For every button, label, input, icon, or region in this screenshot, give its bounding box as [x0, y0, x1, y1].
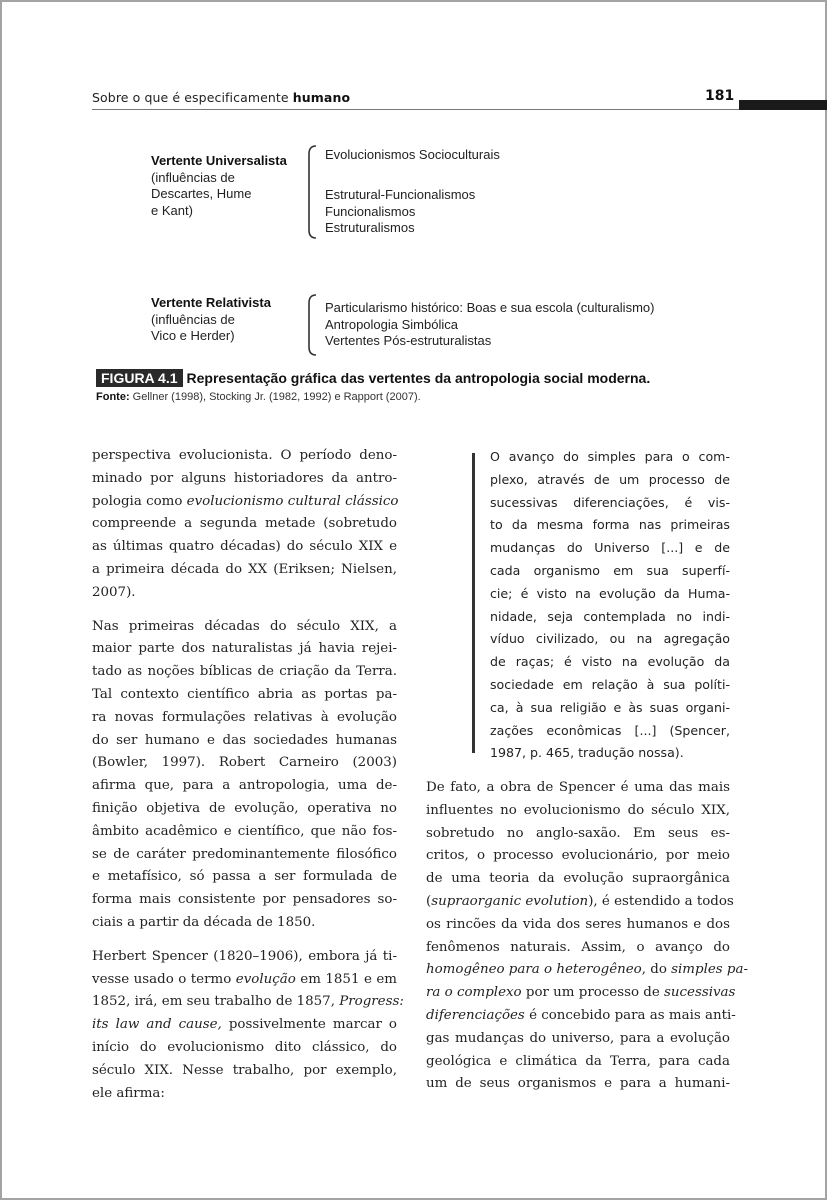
figure-source — [96, 391, 421, 403]
figure-item: Antropologia Simbólica — [325, 316, 458, 332]
running-head — [92, 90, 350, 105]
text-line: pologia como evolucionismo cultural clássico — [92, 493, 399, 509]
text-line: início do evolucionismo dito clássico, do — [92, 1039, 397, 1055]
text-line: 1852, irá, em seu trabalho de 1857, Progress: — [92, 994, 404, 1010]
text-line: 2007). — [92, 584, 136, 600]
text-line: âmbito acadêmico e científico, que não fos- — [92, 823, 397, 839]
group-subtitle-line: Vico e Herder) — [151, 328, 235, 343]
right-text-column — [426, 777, 748, 1096]
figure-item-spacer — [325, 164, 500, 181]
figure-item: Funcionalismos — [325, 203, 416, 219]
text-line: tado as noções bíblicas de criação da Terra. — [92, 664, 397, 680]
text-line: víduo civilizado, ou na agregação — [490, 631, 730, 647]
paragraph — [92, 946, 404, 1106]
brace-bracket-icon — [304, 293, 318, 357]
blockquote-bar — [472, 453, 475, 753]
text-line: ra o complexo por um processo de sucessivas — [426, 985, 736, 1001]
text-line: vesse usado o termo evolução em 1851 e em — [92, 971, 397, 987]
figure-item: Vertentes Pós-estruturalistas — [325, 333, 492, 348]
text-line: maior parte dos naturalistas já havia rejei- — [92, 641, 397, 657]
text-line: minado por alguns historiadores da antro- — [92, 470, 397, 486]
source-text: Gellner (1998), Stocking Jr. (1982, 1992) e Rapport (2007). — [129, 391, 421, 403]
paragraph — [426, 777, 748, 1096]
text-line: ciais a partir da década de 1850. — [92, 914, 316, 930]
text-line: de uma teoria da evolução supraorgânica — [426, 871, 730, 887]
text-line: compreende a segunda metade (sobretudo — [92, 516, 397, 532]
text-line: Herbert Spencer (1820–1906), embora já ti- — [92, 948, 397, 964]
figure-item: Estruturalismos — [325, 220, 415, 235]
text-line: afirma que, para a antropologia, uma de- — [92, 778, 397, 794]
text-line: sobretudo no anglo-saxão. Em seus es- — [426, 825, 730, 841]
text-line: to da mesma forma nas primeiras — [490, 517, 730, 533]
text-line: 1987, p. 465, tradução nossa). — [490, 745, 684, 761]
text-line: influentes no evolucionismo do século XIX, — [426, 802, 730, 818]
figure-group-universalista-items — [325, 147, 500, 237]
group-title: Vertente Relativista — [151, 295, 271, 310]
figure-group-relativista-items — [325, 300, 654, 350]
group-subtitle-line: (influências de — [151, 311, 235, 327]
text-line: (supraorganic evolution), é estendido a todos — [426, 893, 734, 909]
text-line: its law and cause, possivelmente marcar o — [92, 1017, 397, 1033]
text-line: ele afirma: — [92, 1085, 165, 1101]
text-line: homogêneo para o heterogêneo, do simples pa- — [426, 962, 748, 978]
text-line: os rincões da vida dos seres humanos e dos — [426, 916, 730, 932]
text-line: do ser humano e das sociedades humanas — [92, 732, 397, 748]
text-line: século XIX. Nesse trabalho, por exemplo, — [92, 1062, 397, 1078]
text-line: perspectiva evolucionista. O período deno- — [92, 448, 397, 463]
text-line: Tal contexto científico abria as portas pa- — [92, 686, 397, 702]
running-head-prefix: Sobre o que é especificamente — [92, 90, 293, 105]
group-subtitle-line: e Kant) — [151, 202, 193, 218]
header-bar — [739, 100, 827, 110]
text-line: mudanças do Universo [...] e de — [490, 540, 730, 556]
running-head-bold: humano — [292, 90, 351, 105]
text-line: plexo, através de um processo de — [490, 471, 730, 487]
figure-caption — [96, 370, 650, 386]
figure-item: Estrutural-Funcionalismos — [325, 187, 476, 202]
group-title: Vertente Universalista — [151, 153, 287, 168]
paragraph — [92, 445, 397, 605]
text-line: sucessivas diferenciações, é vis- — [490, 494, 730, 510]
figure-tag: FIGURA 4.1 — [96, 369, 183, 387]
figure-group-relativista-label — [151, 295, 271, 345]
text-line: zações econômicas [...] (Spencer, — [490, 722, 730, 738]
left-text-column — [92, 445, 404, 1105]
text-line: diferenciações é concebido para as mais anti- — [426, 1007, 736, 1023]
source-label: Fonte: — [96, 391, 130, 403]
figure-group-universalista-label — [151, 153, 287, 219]
header-rule — [92, 109, 739, 110]
text-line: sociedade em relação à sua políti- — [490, 676, 730, 692]
text-line: forma mais consistente por pensadores so- — [92, 892, 397, 908]
text-line: Nas primeiras décadas do século XIX, a — [92, 618, 397, 634]
text-line: gas mudanças do universo, para a evolução — [426, 1030, 730, 1046]
text-line: finição objetiva de evolução, operativa no — [92, 800, 397, 816]
text-line: as últimas quatro décadas) do século XIX e — [92, 539, 397, 555]
text-line: fenômenos naturais. Assim, o avanço do — [426, 939, 730, 955]
figure-item: Evolucionismos Socioculturais — [325, 147, 500, 162]
text-line: ca, à sua religião e às suas organi- — [490, 699, 730, 715]
text-line: critos, o processo evolucionário, por meio — [426, 848, 730, 864]
brace-bracket-icon — [304, 144, 318, 240]
text-line: a primeira década do XX (Eriksen; Nielsen, — [92, 561, 397, 577]
spencer-blockquote — [490, 446, 730, 765]
text-line: e metafísico, só passa a ser formulada de — [92, 869, 397, 885]
text-line: de raças; é visto na evolução da — [490, 654, 730, 670]
text-line: geológica e climática da Terra, para cada — [426, 1053, 730, 1069]
text-line: (Bowler, 1997). Robert Carneiro (2003) — [92, 755, 397, 771]
text-line: De fato, a obra de Spencer é uma das mais — [426, 780, 730, 795]
page-number: 181 — [705, 88, 735, 104]
text-line: ra novas formulações relativas à evolução — [92, 709, 397, 725]
paragraph — [92, 616, 397, 935]
group-subtitle-line: Descartes, Hume — [151, 186, 252, 201]
text-line: cie; é visto na evolução da Huma- — [490, 585, 730, 601]
text-line: um de seus organismos e para a humani- — [426, 1076, 730, 1092]
group-subtitle-line: (influências de — [151, 169, 235, 185]
text-line: nidade, seja contemplada no indi- — [490, 608, 730, 624]
text-line: cada organismo em sua superfí- — [490, 562, 730, 578]
text-line: O avanço do simples para o com- — [490, 449, 730, 464]
figure-item: Particularismo histórico: Boas e sua escola (culturalismo) — [325, 300, 655, 315]
figure-caption-text: Representação gráfica das vertentes da antropologia social moderna. — [186, 370, 651, 386]
text-line: se de caráter predominantemente filosófico — [92, 846, 397, 862]
